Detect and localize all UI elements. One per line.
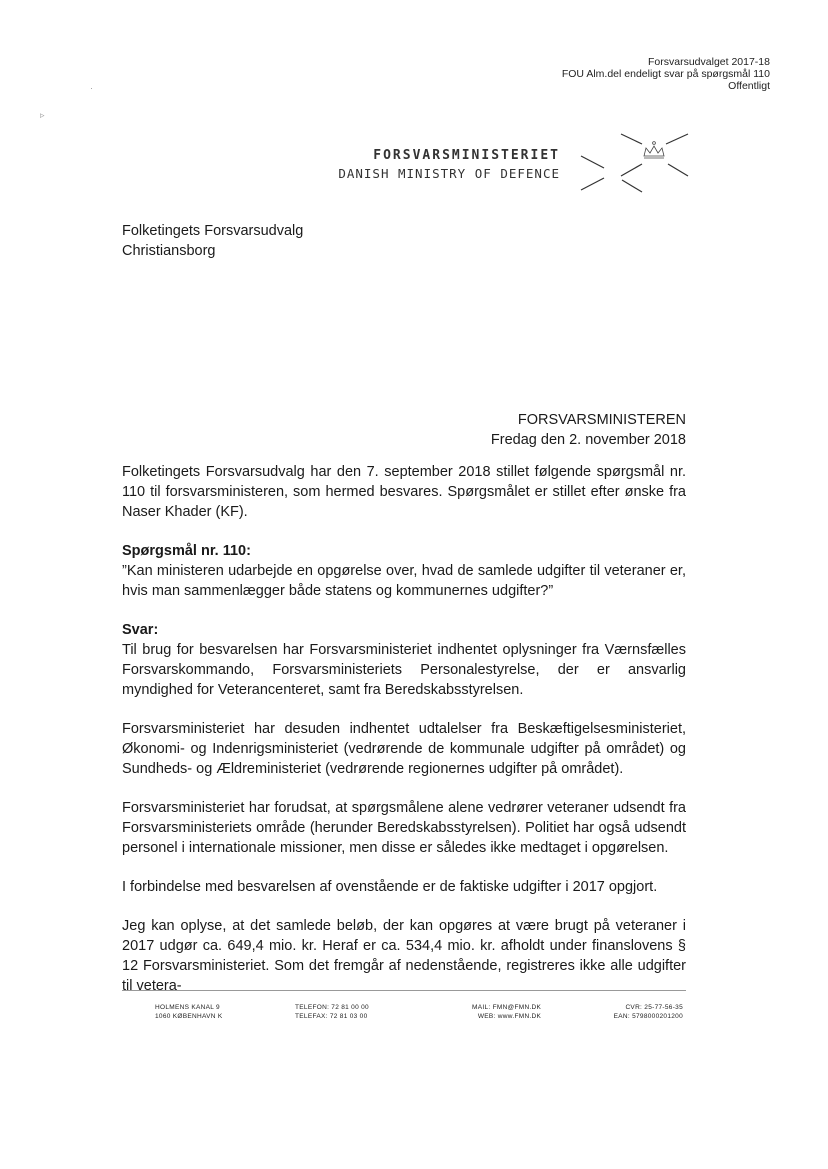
- scan-artifact-mark: ▹: [40, 110, 45, 120]
- footer-registration-block: [614, 1003, 683, 1021]
- footer-street: HOLMENS KANAL 9: [155, 1004, 220, 1011]
- footer-address: [155, 1003, 223, 1021]
- logo-line-english: DANISH MINISTRY OF DEFENCE: [338, 166, 560, 181]
- letter-body: [122, 462, 686, 1015]
- logo-line-danish: FORSVARSMINISTERIET: [373, 148, 560, 163]
- answer-paragraph-3: Forsvarsministeriet har forudsat, at spørgsmålene alene vedrører veteraner udsendt fra Forsvarsministeriets område (herunder Beredskabsstyrelsen). Politiet har også udsendt personel i internationale missioner, men disse er således ikke medtaget i opgørelsen.: [122, 800, 686, 856]
- recipient-location: Christiansborg: [122, 243, 216, 259]
- footer-mail: MAIL: FMN@FMN.DK: [472, 1004, 542, 1011]
- footer-contact-block: [472, 1003, 541, 1021]
- stamp-classification: Offentligt: [728, 80, 770, 92]
- sender-title: FORSVARSMINISTEREN: [517, 412, 686, 428]
- footer-phone-block: [295, 1003, 369, 1021]
- intro-paragraph: Folketingets Forsvarsudvalg har den 7. september 2018 stillet følgende spørgsmål nr. 110 til forsvarsministeren, som hermed besvares. Spørgsmålet er stillet efter ønske fra Naser Khader (KF).: [122, 464, 686, 520]
- recipient-address: [122, 221, 303, 261]
- sender-block: [491, 410, 686, 450]
- question-text: ”Kan ministeren udarbejde en opgørelse over, hvad de samlede udgifter til veteraner er, hvis man sammenlægger både statens og kommunernes udgifter?”: [122, 563, 686, 599]
- answer-paragraph-1: Til brug for besvarelsen har Forsvarsministeriet indhentet oplysninger fra Værnsfælles Forsvarskommando, Forsvarsministeriets Personalestyrelse, der er ansvarlig myndighed for Veterancenteret, samt fra Beredskabsstyrelsen.: [122, 642, 686, 698]
- footer-ean: EAN: 5798000201200: [613, 1013, 683, 1020]
- answer-heading: Svar:: [122, 622, 159, 638]
- scan-artifact-mark: ·: [90, 83, 93, 93]
- stamp-reference: FOU Alm.del endeligt svar på spørgsmål 110: [561, 68, 770, 80]
- recipient-name: Folketingets Forsvarsudvalg: [122, 223, 304, 239]
- answer-paragraph-5: Jeg kan oplyse, at det samlede beløb, der kan opgøres at være brugt på veteraner i 2017 udgør ca. 649,4 mio. kr. Heraf er ca. 534,4 mio. kr. afholdt under finanslovens § 12 Forsvarsministeriet. Som det fremgår af nedenstående, registreres ikke alle udgifter til vetera-: [122, 918, 686, 994]
- crown-emblem-icon: [576, 128, 696, 198]
- footer-web: WEB: www.FMN.DK: [477, 1013, 542, 1020]
- footer-city: 1060 KØBENHAVN K: [155, 1013, 223, 1020]
- footer-phone: TELEFON: 72 81 00 00: [295, 1004, 369, 1011]
- ministry-logo-text: [338, 148, 560, 181]
- stamp-committee: Forsvarsudvalget 2017-18: [648, 56, 770, 68]
- answer-paragraph-2: Forsvarsministeriet har desuden indhentet udtalelser fra Beskæftigelsesministeriet, Økonomi- og Indenrigsministeriet (vedrørende de kommunale udgifter på området) og Sundheds- og Ældreministeriet (vedrørende regionernes udgifter på området).: [122, 721, 686, 777]
- document-stamp: [562, 56, 770, 92]
- footer-fax: TELEFAX: 72 81 03 00: [295, 1013, 368, 1020]
- footer-cvr: CVR: 25-77-56-35: [625, 1004, 683, 1011]
- footer-divider: [122, 990, 686, 991]
- answer-paragraph-4: I forbindelse med besvarelsen af ovenstående er de faktiske udgifter i 2017 opgjort.: [122, 879, 658, 895]
- letter-date: Fredag den 2. november 2018: [490, 432, 686, 448]
- question-heading: Spørgsmål nr. 110:: [122, 543, 251, 559]
